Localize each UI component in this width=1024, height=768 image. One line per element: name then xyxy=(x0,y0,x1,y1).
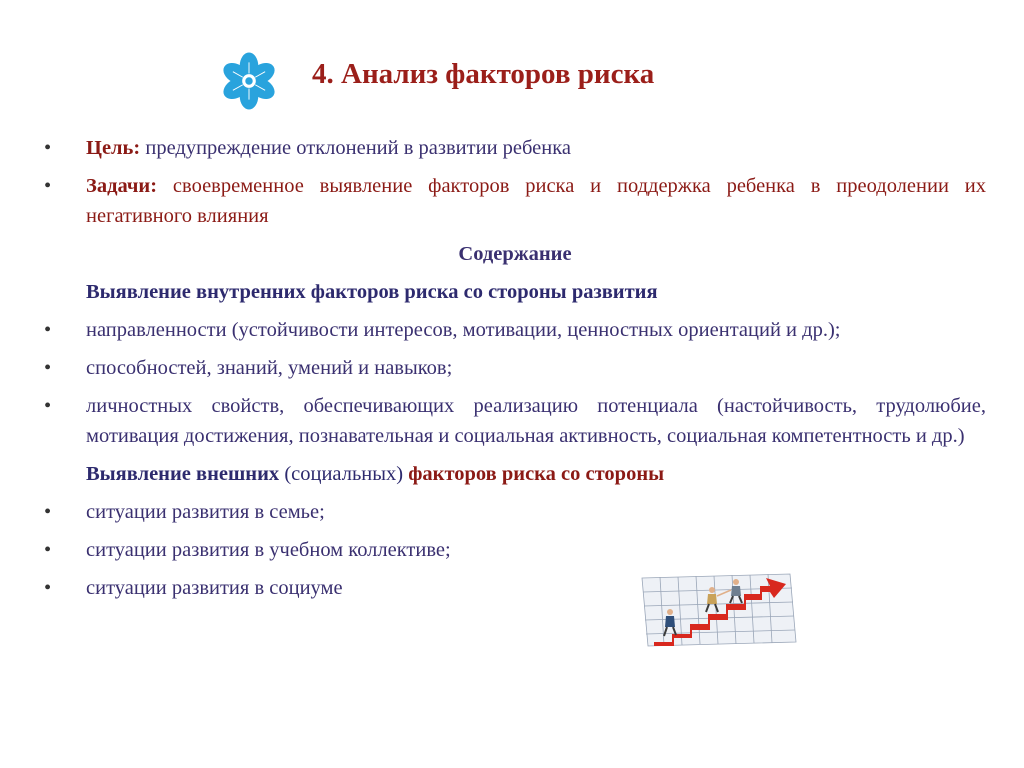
goal-label: Цель: xyxy=(86,137,141,159)
slide-content xyxy=(44,133,986,611)
list-item-text: ситуации развития в социуме xyxy=(86,577,343,599)
growth-stairs-illustration xyxy=(640,572,800,648)
list-item xyxy=(44,573,986,603)
list-item-text: личностных свойств, обеспечивающих реализацию потенциала (настойчивость, трудолюбие, мотивация достижения, познавательная и социальная активность, социальная компетентность и др.) xyxy=(86,395,986,447)
tasks-item xyxy=(44,171,986,231)
list-item xyxy=(44,391,986,451)
external-heading-part1: Выявление внешних xyxy=(86,463,280,485)
bullet: • xyxy=(44,319,52,341)
external-heading xyxy=(44,459,986,489)
bullet: • xyxy=(44,137,52,159)
list-item-text: ситуации развития в учебном коллективе; xyxy=(86,539,451,561)
internal-heading: Выявление внутренних факторов риска со стороны развития xyxy=(86,281,658,303)
bullet: • xyxy=(44,539,52,561)
list-item-text: способностей, знаний, умений и навыков; xyxy=(86,357,453,379)
list-item xyxy=(44,535,986,565)
bullet: • xyxy=(44,175,52,197)
external-heading-part2: (социальных) xyxy=(279,463,409,485)
tasks-label: Задачи: xyxy=(86,175,158,197)
goal-text: предупреждение отклонений в развитии ребенка xyxy=(140,137,571,159)
flower-icon xyxy=(218,50,280,112)
bullet: • xyxy=(44,395,52,417)
bullet: • xyxy=(44,501,52,523)
list-item xyxy=(44,315,986,345)
bullet: • xyxy=(44,577,52,599)
list-item xyxy=(44,497,986,527)
bullet: • xyxy=(44,357,52,379)
list-item-text: направленности (устойчивости интересов, мотивации, ценностных ориентаций и др.); xyxy=(86,319,841,341)
goal-item xyxy=(44,133,986,163)
list-item xyxy=(44,353,986,383)
tasks-text: своевременное выявление факторов риска и поддержка ребенка в преодолении их негативного влияния xyxy=(86,175,986,227)
list-item-text: ситуации развития в семье; xyxy=(86,501,325,523)
content-heading: Содержание xyxy=(458,243,572,265)
external-heading-part3: факторов риска со стороны xyxy=(408,463,665,485)
page-title: 4. Анализ факторов риска xyxy=(312,58,655,90)
